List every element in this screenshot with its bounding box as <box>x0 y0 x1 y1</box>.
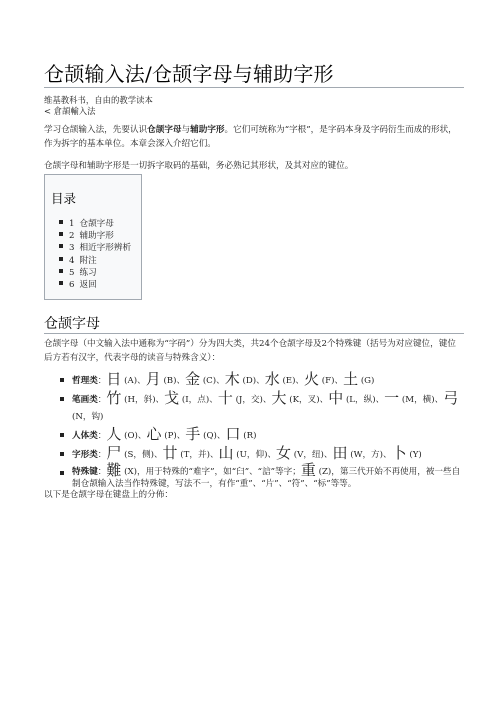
back-link[interactable]: < 倉頡輸入法 <box>44 106 96 116</box>
group-philosophy: 哲理类：日 (A)、月 (B)、金 (C)、木 (D)、水 (E)、火 (F)、土 (G) <box>60 371 464 390</box>
key-char: 卜 <box>391 444 407 462</box>
key-code: (G) <box>360 376 375 386</box>
key-code: (F) <box>321 376 335 386</box>
page-title: 仓颉输入法/仓颉字母与辅助字形 <box>44 62 334 86</box>
key-code: (Y) <box>409 450 422 460</box>
key-char: 大 <box>271 389 287 407</box>
key-code: (E) <box>282 376 296 386</box>
key-code: (D) <box>242 376 257 386</box>
key-code: (C) <box>202 376 217 386</box>
group-special <box>60 461 464 490</box>
key-char: 手 <box>185 425 201 443</box>
link-auxiliary-shapes[interactable]: 辅助字形 <box>190 125 225 135</box>
key-char: 中 <box>328 389 344 407</box>
toc-item-6[interactable]: 6 返回 <box>59 279 131 291</box>
key-char: 廿 <box>162 444 178 462</box>
key-char: 弓 <box>443 389 459 407</box>
keyboard-intro: 以下是仓颉字母在键盘上的分佈： <box>44 490 173 500</box>
key-char: 金 <box>185 370 201 388</box>
link-cangjie-letters[interactable]: 仓颉字母 <box>147 125 182 135</box>
key-code: (W，方) <box>350 450 383 460</box>
intro-paragraph-1: 学习仓颉输入法，先要认识仓颉字母与辅助字形。它们可统称为“字根”，是字码本身及字码衍生而成的形状，作为拆字的基本单位。本章会深入介绍它们。 <box>44 125 457 149</box>
group-shape: 字形类：尸 (S，侧)、廿 (T，并)、山 (U，仰)、女 (V，纽)、田 (W，方)、卜 (Y) <box>60 445 464 464</box>
key-code: (V，纽) <box>293 450 324 460</box>
section-divider <box>44 333 464 334</box>
key-char: 木 <box>224 370 240 388</box>
key-char: 難 <box>106 461 122 479</box>
key-char: 田 <box>332 444 348 462</box>
key-char: 土 <box>343 370 359 388</box>
key-code: (H，斜) <box>124 395 156 405</box>
key-char: 水 <box>264 370 280 388</box>
group-label: 人体类 <box>72 431 98 441</box>
section-heading: 仓颉字母 <box>44 316 100 332</box>
key-char: 重 <box>300 461 316 479</box>
letter-groups <box>60 371 464 490</box>
key-code: (K，叉) <box>289 395 320 405</box>
group-label: 字形类 <box>72 450 98 460</box>
key-code: (M，横) <box>401 395 435 405</box>
key-code: (I，点) <box>181 395 210 405</box>
group-body: 人体类：人 (O)、心 (P)、手 (Q)、口 (R) <box>60 426 464 445</box>
key-code: (J，交) <box>235 395 263 405</box>
key-code: (Q) <box>203 431 217 441</box>
group-label: 笔画类 <box>72 395 98 405</box>
toc-title: 目录 <box>51 191 77 206</box>
special-keys: 特殊键：難 (X)，用于特殊的“难字”，如“臼”、“誩”等字；重 (Z)，第三代开始不再使用，被一些自制仓颉输入法当作特殊键，写法不一，有作“重”、“片”、“符”、“标”等等。 <box>72 461 461 489</box>
key-code: (U，仰) <box>236 450 268 460</box>
key-char: 口 <box>225 425 241 443</box>
key-char: 火 <box>304 370 320 388</box>
key-code: (Z) <box>318 467 332 477</box>
intro <box>44 124 464 174</box>
key-char: 尸 <box>106 444 122 462</box>
toc-item-2[interactable]: 2 辅助字形 <box>59 230 131 242</box>
table-of-contents <box>44 174 142 300</box>
subtitle: 维基教科书，自由的教学读本 <box>44 95 153 105</box>
key-char: 十 <box>217 389 233 407</box>
group-label: 哲理类 <box>72 376 98 386</box>
key-code: (O) <box>124 431 138 441</box>
key-code: (A) <box>124 376 138 386</box>
key-code: (L，纵) <box>345 395 376 405</box>
key-code: (T，并) <box>180 450 210 460</box>
toc-item-1[interactable]: 1 仓颉字母 <box>59 218 131 230</box>
key-code: (S，侧) <box>124 450 154 460</box>
key-char: 戈 <box>164 389 180 407</box>
key-char: 日 <box>106 370 122 388</box>
key-code: (R) <box>243 431 257 441</box>
key-char: 月 <box>145 370 161 388</box>
intro-paragraph-2: 仓颉字母和辅助字形是一切拆字取码的基础，务必熟记其形状，及其对应的键位。 <box>44 161 354 171</box>
key-char: 人 <box>106 425 122 443</box>
key-code: (B) <box>163 376 177 386</box>
title-divider <box>44 87 464 88</box>
key-code: (X) <box>124 467 137 477</box>
key-code: (P) <box>164 431 177 441</box>
key-char: 竹 <box>106 389 122 407</box>
toc-item-5[interactable]: 5 练习 <box>59 267 131 279</box>
key-char: 山 <box>218 444 234 462</box>
toc-item-4[interactable]: 4 附注 <box>59 255 131 267</box>
toc-item-3[interactable]: 3 相近字形辨析 <box>59 242 131 254</box>
toc-list <box>59 218 131 291</box>
key-code: (N，钩) <box>72 412 104 422</box>
group-strokes: 笔画类：竹 (H，斜)、戈 (I，点)、十 (J，交)、大 (K，叉)、中 (L，纵)、一 (M，横)、弓 (N，钩) <box>60 390 464 426</box>
section-description: 仓颉字母（中文输入法中通称为“字码”）分为四大类，共24个仓颉字母及2个特殊键（括号为对应键位，键位后方若有汉字，代表字母的读音与特殊含义）： <box>44 339 456 363</box>
key-char: 一 <box>384 389 400 407</box>
key-char: 女 <box>276 444 292 462</box>
key-char: 心 <box>146 425 162 443</box>
subtitle-block <box>44 95 464 117</box>
